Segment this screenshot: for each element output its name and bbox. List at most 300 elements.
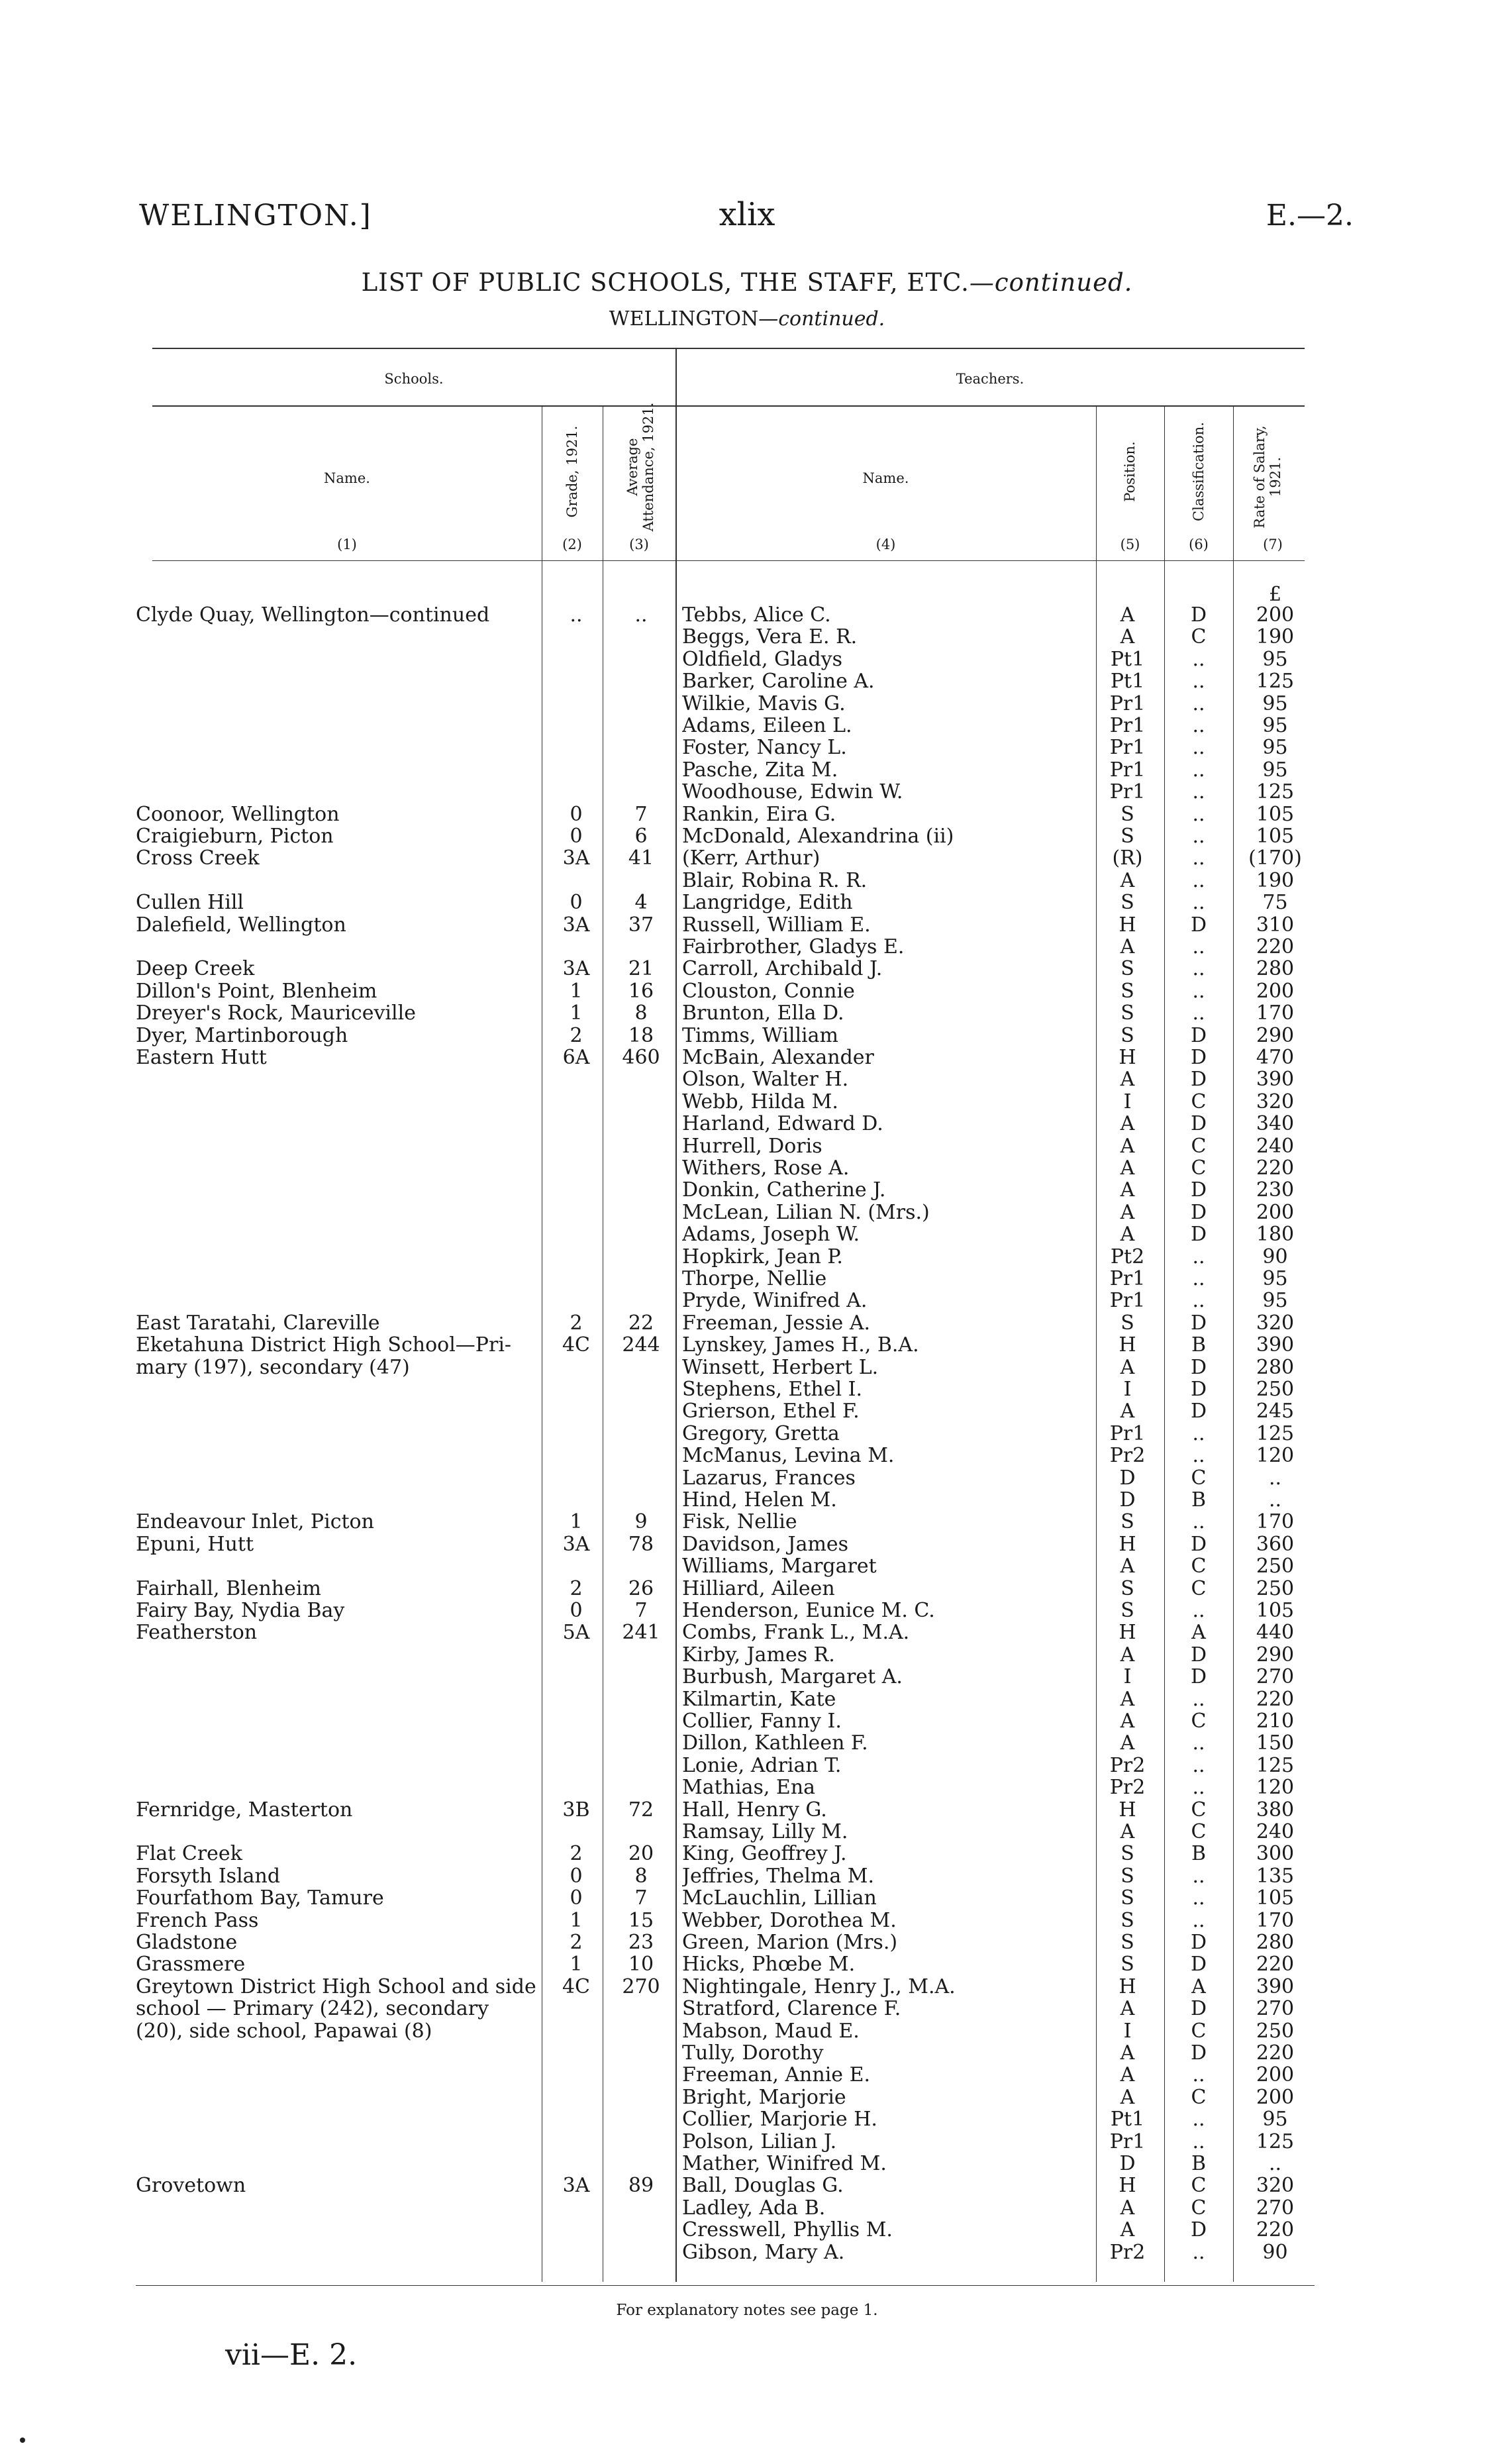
teacher-name: Adams, Joseph W.: [682, 1223, 860, 1247]
school-grade: 2: [570, 1842, 583, 1866]
teacher-salary: 200: [1256, 2063, 1295, 2087]
teacher-position: D: [1119, 1488, 1136, 1512]
teacher-classification: A: [1191, 1975, 1206, 1998]
school-name: Dillon's Point, Blenheim: [136, 980, 377, 1003]
teacher-salary: 320: [1256, 1090, 1295, 1113]
teacher-position: S: [1120, 802, 1134, 826]
teacher-classification: C: [1191, 1798, 1207, 1822]
teacher-name: Russell, William E.: [682, 913, 871, 937]
teacher-name: Lazarus, Frances: [682, 1466, 856, 1490]
teacher-name: McLauchlin, Lillian: [682, 1887, 877, 1910]
table-row: [0, 1621, 1494, 1644]
table-row: [0, 2219, 1494, 2241]
table-row: [0, 847, 1494, 870]
header-schools: Schools.: [384, 371, 444, 387]
teacher-classification: D: [1190, 603, 1207, 627]
teacher-position: A: [1120, 625, 1135, 649]
school-attendance: 23: [628, 1931, 654, 1954]
col-number-5: (5): [1120, 537, 1140, 552]
table-row: [0, 1202, 1494, 1224]
header-attendance: Average Attendance, 1921.: [624, 402, 656, 532]
teacher-name: Hind, Helen M.: [682, 1489, 837, 1512]
teacher-name: Kirby, James R.: [682, 1643, 835, 1667]
teacher-salary: ..: [1268, 2152, 1282, 2175]
teacher-name: Ball, Douglas G.: [682, 2175, 844, 2198]
teacher-name: Fisk, Nellie: [682, 1511, 797, 1534]
school-grade: 2: [570, 1576, 583, 1600]
teacher-position: H: [1119, 1333, 1136, 1357]
teacher-salary: 270: [1256, 1997, 1295, 2021]
header-school-name: Name.: [324, 470, 370, 486]
table-row: [0, 1511, 1494, 1533]
teacher-classification: ..: [1192, 1886, 1205, 1910]
table-row: [0, 1113, 1494, 1135]
teacher-position: A: [1120, 1710, 1135, 1733]
teacher-name: Rankin, Eira G.: [682, 803, 836, 826]
table-row: [0, 1600, 1494, 1622]
table-row: [0, 604, 1494, 627]
school-name: Cullen Hill: [136, 892, 244, 915]
teacher-salary: 300: [1256, 1842, 1295, 1866]
teacher-classification: ..: [1192, 847, 1205, 870]
teacher-classification: C: [1191, 1134, 1207, 1158]
teacher-name: Freeman, Jessie A.: [682, 1311, 871, 1335]
school-grade: 3A: [562, 957, 590, 981]
header-salary: Rate of Salary, 1921.: [1252, 425, 1283, 529]
school-attendance: 9: [634, 1510, 648, 1534]
teacher-position: S: [1120, 1001, 1134, 1025]
teacher-salary: 105: [1256, 825, 1295, 848]
teacher-salary: 280: [1256, 1931, 1295, 1954]
teacher-position: Pr2: [1109, 1776, 1146, 1800]
table-row: [0, 693, 1494, 715]
school-name: mary (197), secondary (47): [136, 1356, 410, 1379]
teacher-name: Green, Marion (Mrs.): [682, 1931, 898, 1954]
table-row: [0, 1821, 1494, 1843]
teacher-classification: ..: [1192, 1289, 1205, 1313]
teacher-position: H: [1119, 913, 1136, 937]
table-row: [0, 1357, 1494, 1379]
region-name: WELLINGTON: [609, 307, 759, 331]
teacher-position: Pr1: [1109, 714, 1146, 737]
school-attendance: ..: [634, 603, 648, 627]
teacher-salary: 125: [1256, 2130, 1295, 2153]
teacher-position: A: [1120, 2218, 1135, 2242]
teacher-classification: ..: [1192, 1908, 1205, 1932]
teacher-name: Collier, Fanny I.: [682, 1710, 842, 1733]
teacher-name: (Kerr, Arthur): [682, 847, 821, 870]
teacher-classification: ..: [1192, 714, 1205, 737]
running-head-right: E.—2.: [1266, 199, 1354, 232]
teacher-name: Timms, William: [682, 1024, 838, 1047]
teacher-position: D: [1119, 2152, 1136, 2175]
table-row: [0, 892, 1494, 914]
school-grade: 1: [570, 1510, 583, 1534]
teacher-salary: 105: [1256, 802, 1295, 826]
teacher-position: A: [1120, 1400, 1135, 1423]
teacher-name: Hicks, Phœbe M.: [682, 1953, 856, 1976]
teacher-salary: 250: [1256, 1576, 1295, 1600]
teacher-classification: ..: [1192, 802, 1205, 826]
teacher-salary: 95: [1262, 1289, 1288, 1313]
school-grade: 5A: [562, 1621, 590, 1645]
table-row: [0, 936, 1494, 958]
teacher-position: S: [1120, 1842, 1134, 1866]
teacher-salary: 170: [1256, 1908, 1295, 1932]
teacher-salary: 440: [1256, 1621, 1295, 1645]
teacher-salary: 240: [1256, 1820, 1295, 1843]
school-name: Flat Creek: [136, 1843, 242, 1866]
teacher-position: Pr2: [1109, 1753, 1146, 1777]
teacher-classification: C: [1191, 625, 1207, 649]
teacher-salary: 245: [1256, 1400, 1295, 1423]
school-grade: 4C: [562, 1975, 591, 1998]
teacher-salary: 200: [1256, 1200, 1295, 1224]
teacher-classification: D: [1190, 1665, 1207, 1689]
teacher-classification: C: [1191, 1710, 1207, 1733]
teacher-classification: D: [1190, 2041, 1207, 2065]
teacher-classification: D: [1190, 913, 1207, 937]
table-row: [0, 1998, 1494, 2020]
teacher-name: Barker, Caroline A.: [682, 670, 875, 693]
teacher-name: Mather, Winifred M.: [682, 2153, 887, 2175]
teacher-name: Stratford, Clarence F.: [682, 1998, 901, 2021]
teacher-salary: 310: [1256, 913, 1295, 937]
teacher-position: H: [1119, 1975, 1136, 1998]
teacher-classification: ..: [1192, 670, 1205, 693]
teacher-position: H: [1119, 1621, 1136, 1645]
teacher-name: Gibson, Mary A.: [682, 2241, 845, 2264]
teacher-name: Gregory, Gretta: [682, 1422, 840, 1445]
teacher-name: Burbush, Margaret A.: [682, 1666, 903, 1689]
teacher-name: Henderson, Eunice M. C.: [682, 1600, 935, 1622]
teacher-name: Blair, Robina R. R.: [682, 869, 868, 892]
teacher-name: Wilkie, Mavis G.: [682, 692, 846, 715]
teacher-salary: 150: [1256, 1731, 1295, 1755]
school-attendance: 6: [634, 825, 648, 848]
teacher-classification: ..: [1192, 1753, 1205, 1777]
school-name: Grovetown: [136, 2175, 246, 2198]
school-name: Cross Creek: [136, 847, 260, 870]
teacher-salary: 390: [1256, 1975, 1295, 1998]
table-row: [0, 1688, 1494, 1711]
teacher-classification: D: [1190, 1400, 1207, 1423]
school-name: Fairhall, Blenheim: [136, 1577, 321, 1600]
teacher-classification: D: [1190, 1311, 1207, 1335]
table-row: [0, 1135, 1494, 1158]
teacher-salary: 190: [1256, 868, 1295, 892]
school-name: Deep Creek: [136, 958, 255, 981]
table-row: [0, 1776, 1494, 1799]
teacher-position: S: [1120, 957, 1134, 981]
teacher-classification: C: [1191, 2085, 1207, 2109]
teacher-position: Pr1: [1109, 736, 1146, 760]
table-row: [0, 1533, 1494, 1556]
school-grade: 1: [570, 979, 583, 1003]
title-continued: —continued.: [969, 268, 1133, 297]
teacher-classification: ..: [1192, 891, 1205, 915]
teacher-name: Olson, Walter H.: [682, 1068, 849, 1092]
table-row: [0, 670, 1494, 693]
teacher-name: Hall, Henry G.: [682, 1798, 827, 1822]
teacher-name: McManus, Levina M.: [682, 1445, 895, 1468]
table-row: [0, 1068, 1494, 1091]
teacher-name: Fairbrother, Gladys E.: [682, 936, 905, 958]
teacher-salary: 120: [1256, 1776, 1295, 1800]
table-row: [0, 2042, 1494, 2065]
table-row: [0, 1400, 1494, 1423]
teacher-classification: ..: [1192, 1421, 1205, 1445]
teacher-position: Pt1: [1110, 647, 1145, 671]
teacher-classification: ..: [1192, 868, 1205, 892]
school-attendance: 72: [628, 1798, 654, 1822]
teacher-name: Hopkirk, Jean P.: [682, 1245, 843, 1268]
teacher-name: Tebbs, Alice C.: [682, 604, 831, 627]
table-row: [0, 1157, 1494, 1180]
school-name: Forsyth Island: [136, 1865, 281, 1888]
teacher-classification: ..: [1192, 1687, 1205, 1711]
teacher-position: S: [1120, 825, 1134, 848]
school-attendance: 26: [628, 1576, 654, 1600]
teacher-position: Pr2: [1109, 1444, 1146, 1468]
teacher-position: S: [1120, 979, 1134, 1003]
header-teacher-name: Name.: [862, 470, 909, 486]
teacher-salary: 210: [1256, 1710, 1295, 1733]
school-grade: ..: [570, 603, 583, 627]
teacher-position: Pr1: [1109, 692, 1146, 715]
teacher-salary: 200: [1256, 2085, 1295, 2109]
teacher-position: Pt2: [1110, 1245, 1145, 1268]
table-row: [0, 1467, 1494, 1490]
teacher-salary: ..: [1268, 1466, 1282, 1490]
table-row: [0, 1976, 1494, 1998]
table-row: [0, 1334, 1494, 1357]
teacher-classification: ..: [1192, 1510, 1205, 1534]
teacher-classification: C: [1191, 2174, 1207, 2198]
teacher-classification: D: [1190, 1532, 1207, 1556]
table-row: [0, 958, 1494, 980]
school-grade: 0: [570, 802, 583, 826]
teacher-classification: D: [1190, 1931, 1207, 1954]
teacher-name: Ladley, Ada B.: [682, 2196, 826, 2220]
table-row: [0, 1931, 1494, 1954]
teacher-salary: 75: [1262, 891, 1288, 915]
school-name: East Taratahi, Clareville: [136, 1311, 380, 1335]
teacher-position: Pr1: [1109, 2130, 1146, 2153]
table-row: [0, 1290, 1494, 1312]
teacher-salary: 390: [1256, 1068, 1295, 1092]
table-row: [0, 1865, 1494, 1888]
header-position: Position.: [1122, 441, 1138, 502]
school-name: Coonoor, Wellington: [136, 803, 340, 826]
school-attendance: 241: [622, 1621, 660, 1645]
table-row: [0, 2153, 1494, 2175]
teacher-position: S: [1120, 1023, 1134, 1047]
school-grade: 3A: [562, 1532, 590, 1556]
teacher-classification: ..: [1192, 2130, 1205, 2153]
table-row: [0, 1268, 1494, 1290]
teacher-classification: D: [1190, 1223, 1207, 1247]
school-name: Dreyer's Rock, Mauriceville: [136, 1002, 416, 1025]
school-grade: 1: [570, 1001, 583, 1025]
school-attendance: 8: [634, 1001, 648, 1025]
teacher-classification: D: [1190, 1046, 1207, 1069]
teacher-salary: 290: [1256, 1643, 1295, 1667]
footnote: For explanatory notes see page 1.: [616, 2302, 878, 2319]
teacher-salary: 95: [1262, 2108, 1288, 2131]
teacher-name: Polson, Lilian J.: [682, 2130, 837, 2153]
teacher-name: Harland, Edward D.: [682, 1113, 883, 1136]
table-row: [0, 2131, 1494, 2153]
teacher-position: Pr2: [1109, 2240, 1146, 2264]
school-attendance: 244: [622, 1333, 660, 1357]
school-grade: 3A: [562, 2174, 590, 2198]
teacher-position: Pr1: [1109, 780, 1146, 804]
teacher-position: A: [1120, 1997, 1135, 2021]
table-row: [0, 2241, 1494, 2264]
table-row: [0, 1002, 1494, 1025]
col-number-4: (4): [875, 537, 896, 552]
teacher-classification: ..: [1192, 2063, 1205, 2087]
teacher-name: Beggs, Vera E. R.: [682, 626, 858, 649]
teacher-classification: C: [1191, 2019, 1207, 2043]
teacher-name: McLean, Lilian N. (Mrs.): [682, 1201, 930, 1224]
col-number-1: (1): [337, 537, 357, 552]
teacher-position: S: [1120, 1931, 1134, 1954]
teacher-name: Lonie, Adrian T.: [682, 1754, 842, 1777]
table-row: [0, 1578, 1494, 1600]
school-name: Featherston: [136, 1621, 258, 1645]
teacher-classification: B: [1191, 1488, 1207, 1512]
school-grade: 0: [570, 1864, 583, 1888]
school-attendance: 10: [628, 1953, 654, 1976]
school-attendance: 37: [628, 913, 654, 937]
teacher-name: Hurrell, Doris: [682, 1135, 822, 1158]
teacher-salary: 190: [1256, 625, 1295, 649]
table-row: [0, 759, 1494, 782]
school-attendance: 21: [628, 957, 654, 981]
teacher-classification: D: [1190, 1953, 1207, 1976]
school-attendance: 7: [634, 802, 648, 826]
title-main: LIST OF PUBLIC SCHOOLS, THE STAFF, ETC.: [361, 268, 970, 297]
table-row: [0, 1910, 1494, 1932]
table-row: [0, 737, 1494, 759]
header-grade: Grade, 1921.: [564, 425, 580, 518]
table-row: [0, 2175, 1494, 2197]
teacher-salary: 280: [1256, 957, 1295, 981]
teacher-salary: 200: [1256, 979, 1295, 1003]
school-grade: 0: [570, 891, 583, 915]
school-grade: 1: [570, 1953, 583, 1976]
teacher-position: Pt1: [1110, 670, 1145, 693]
teacher-position: I: [1123, 2019, 1132, 2043]
teacher-position: S: [1120, 1510, 1134, 1534]
school-name: Dalefield, Wellington: [136, 913, 346, 937]
teacher-name: Withers, Rose A.: [682, 1157, 850, 1180]
teacher-classification: A: [1191, 1621, 1206, 1645]
table-row: [0, 1644, 1494, 1667]
header-teachers: Teachers.: [956, 371, 1024, 387]
table-row: [0, 1666, 1494, 1688]
table-row: [0, 2064, 1494, 2086]
teacher-salary: 125: [1256, 670, 1295, 693]
teacher-position: A: [1120, 1643, 1135, 1667]
teacher-position: S: [1120, 1908, 1134, 1932]
school-name: Clyde Quay, Wellington—continued: [136, 604, 490, 627]
teacher-position: A: [1120, 1178, 1135, 1202]
table-row: [0, 2020, 1494, 2043]
teacher-salary: 360: [1256, 1532, 1295, 1556]
teacher-salary: 250: [1256, 1378, 1295, 1401]
teacher-salary: 120: [1256, 1444, 1295, 1468]
teacher-position: H: [1119, 1798, 1136, 1822]
table-row: [0, 803, 1494, 826]
teacher-position: (R): [1112, 847, 1143, 870]
col-number-2: (2): [562, 537, 582, 552]
teacher-salary: 90: [1262, 2240, 1288, 2264]
table-row: [0, 781, 1494, 803]
table-row: [0, 1223, 1494, 1246]
teacher-classification: ..: [1192, 2240, 1205, 2264]
teacher-salary: 270: [1256, 1665, 1295, 1689]
teacher-position: A: [1120, 868, 1135, 892]
school-name: (20), side school, Papawai (8): [136, 2020, 432, 2043]
teacher-classification: B: [1191, 1842, 1207, 1866]
teacher-classification: C: [1191, 2196, 1207, 2220]
teacher-classification: ..: [1192, 1731, 1205, 1755]
teacher-classification: ..: [1192, 1599, 1205, 1622]
teacher-name: Bright, Marjorie: [682, 2086, 846, 2109]
teacher-position: Pr1: [1109, 1289, 1146, 1313]
school-grade: 1: [570, 1908, 583, 1932]
teacher-position: A: [1120, 1068, 1135, 1092]
table-row: [0, 1312, 1494, 1335]
table-row: [0, 648, 1494, 671]
teacher-salary: 220: [1256, 1953, 1295, 1976]
school-attendance: 22: [628, 1311, 654, 1335]
teacher-salary: 320: [1256, 2174, 1295, 2198]
teacher-salary: 250: [1256, 1555, 1295, 1578]
teacher-classification: D: [1190, 1378, 1207, 1401]
teacher-classification: ..: [1192, 692, 1205, 715]
school-attendance: 8: [634, 1864, 648, 1888]
school-attendance: 270: [622, 1975, 660, 1998]
table-row: [0, 1710, 1494, 1733]
school-attendance: 460: [622, 1046, 660, 1069]
school-name: Grassmere: [136, 1953, 246, 1976]
table-row: [0, 1025, 1494, 1047]
teacher-classification: D: [1190, 2218, 1207, 2242]
teacher-position: S: [1120, 1953, 1134, 1976]
teacher-name: Kilmartin, Kate: [682, 1688, 836, 1711]
teacher-position: A: [1120, 1731, 1135, 1755]
teacher-classification: B: [1191, 1333, 1207, 1357]
teacher-name: Stephens, Ethel I.: [682, 1378, 862, 1401]
teacher-classification: ..: [1192, 1245, 1205, 1268]
teacher-classification: ..: [1192, 957, 1205, 981]
teacher-position: S: [1120, 1599, 1134, 1622]
school-grade: 3A: [562, 847, 590, 870]
teacher-classification: C: [1191, 1555, 1207, 1578]
teacher-salary: 135: [1256, 1864, 1295, 1888]
teacher-name: Winsett, Herbert L.: [682, 1356, 879, 1379]
teacher-salary: ..: [1268, 1488, 1282, 1512]
teacher-classification: C: [1191, 1090, 1207, 1113]
teacher-classification: ..: [1192, 2108, 1205, 2131]
teacher-position: Pr1: [1109, 758, 1146, 782]
table-row: [0, 715, 1494, 737]
teacher-salary: 220: [1256, 935, 1295, 958]
